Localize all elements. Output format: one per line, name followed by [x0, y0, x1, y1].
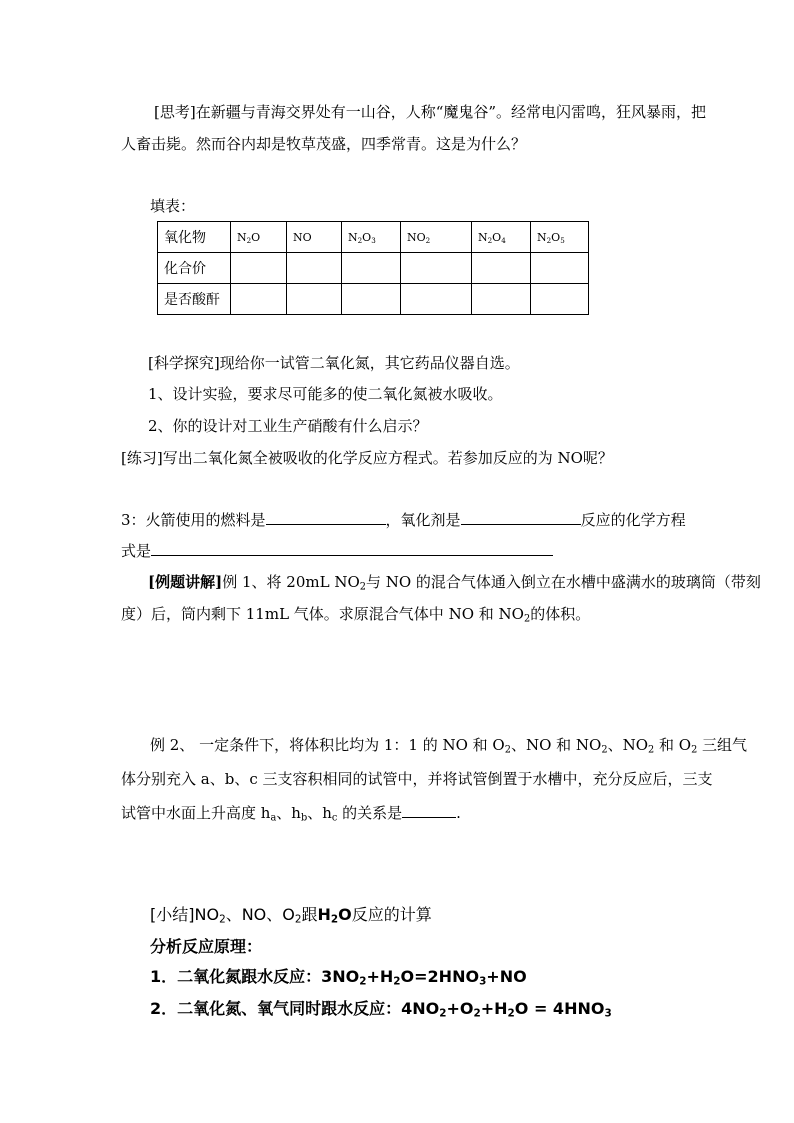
row-label-anhydride: 是否酸酐: [158, 284, 231, 315]
think-line-2: 人畜击毙。然而谷内却是牧草茂盛，四季常青。这是为什么？: [121, 135, 527, 153]
row-label-oxide: 氧化物: [158, 222, 231, 253]
oxide-table: [157, 221, 589, 315]
question-3-line-1: 3：火箭使用的燃料是 ，氧化剂是 反应的化学方程: [121, 511, 686, 529]
example-2-line-2: 体分别充入 a、b、c 三支容积相同的试管中，并将试管倒置于水槽中，充分反应后，三支: [121, 770, 713, 788]
example-1-line-1: [例题讲解]例 1、将 20mL $NO_2$与 NO 的混合气体通入倒立在水槽中盛满水的玻璃筒（带刻: [148, 573, 761, 593]
table-row: [158, 222, 589, 253]
practice-text: [练习]写出二氧化氮全被吸收的化学反应方程式。若参加反应的为 NO呢？: [121, 449, 613, 467]
formula-n2o3: $N_2O_3$: [342, 222, 401, 253]
table-cell: [401, 284, 472, 315]
formula-no: NO: [287, 222, 342, 253]
example-2-line-1: 例 2、 一定条件下，将体积比均为 1：1 的 NO 和 $O_2$、NO 和 $NO_2$、$NO_2$ 和 $O_2$ 三组气: [150, 736, 748, 756]
table-row: [158, 253, 589, 284]
height-relation-blank: [402, 803, 456, 818]
table-cell: [342, 253, 401, 284]
table-cell: [472, 253, 531, 284]
table-cell: [287, 284, 342, 315]
table-cell: [231, 284, 287, 315]
table-row: [158, 284, 589, 315]
formula-no2: $NO_2$: [401, 222, 472, 253]
row-label-valence: 化合价: [158, 253, 231, 284]
table-cell: [231, 253, 287, 284]
oxidant-blank: [461, 510, 581, 525]
reaction-1: 1．二氧化氮跟水反应：$3NO_2+H_2O=2HNO_3+NO$: [150, 967, 527, 988]
summary-title: [小结]$NO_2$、NO、$O_2$跟$H_2O$反应的计算: [150, 905, 432, 926]
inquiry-item-1: 1、设计实验，要求尽可能多的使二氧化氮被水吸收。: [148, 385, 503, 403]
inquiry-intro: [科学探究]现给你一试管二氧化氮，其它药品仪器自选。: [148, 354, 520, 372]
table-cell: [287, 253, 342, 284]
table-cell: [472, 284, 531, 315]
think-line-1: [思考]在新疆与青海交界处有一山谷，人称“魔鬼谷”。经常电闪雷鸣，狂风暴雨，把: [154, 103, 707, 121]
formula-n2o5: $N_2O_5$: [531, 222, 589, 253]
example-1-line-2: 度）后，筒内剩下 11mL 气体。求原混合气体中 NO 和 $NO_2$的体积。: [121, 605, 591, 625]
fill-table-label: 填表：: [150, 197, 196, 215]
formula-n2o: $N_2O$: [231, 222, 287, 253]
summary-heading: 分析反应原理：: [150, 937, 263, 956]
fuel-blank: [266, 510, 386, 525]
reaction-2: 2．二氧化氮、氧气同时跟水反应：$4NO_2+O_2+H_2O = 4HNO_3$: [150, 999, 612, 1020]
question-3-line-2: 式是: [121, 541, 553, 561]
table-cell: [531, 284, 589, 315]
example-2-line-3: 试管中水面上升高度 $h_a$、$h_b$、$h_c$ 的关系是 .: [121, 804, 461, 824]
inquiry-item-2: 2、你的设计对工业生产硝酸有什么启示？: [148, 417, 428, 435]
table-cell: [531, 253, 589, 284]
equation-blank: [151, 541, 553, 556]
table-cell: [401, 253, 472, 284]
table-cell: [342, 284, 401, 315]
formula-n2o4: $N_2O_4$: [472, 222, 531, 253]
